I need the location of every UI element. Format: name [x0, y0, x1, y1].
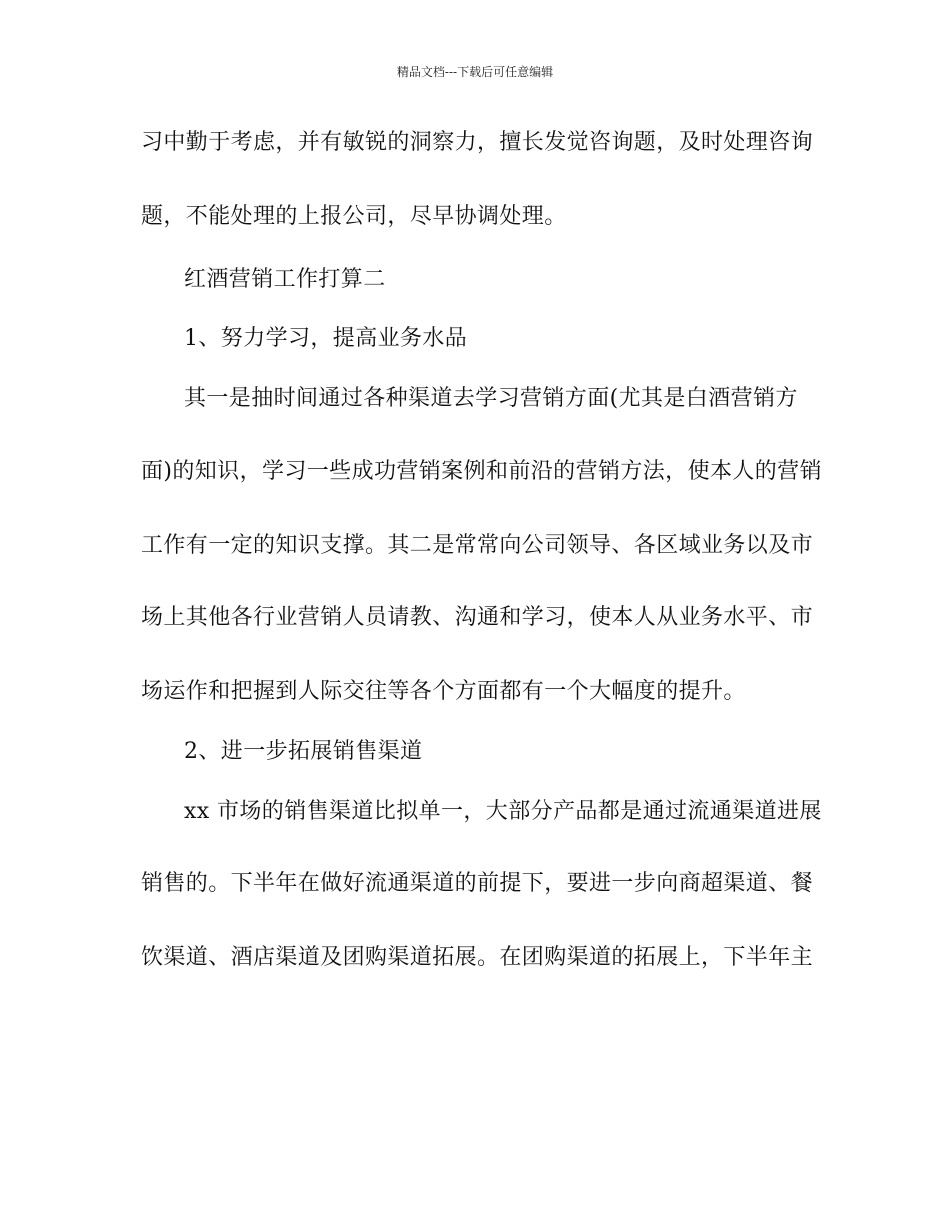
section-heading: 红酒营销工作打算二 — [184, 267, 386, 292]
body-text-line: 场上其他各行业营销人员请教、沟通和学习，使本人从业务水平、市 — [141, 605, 814, 630]
body-text-line: xx 市场的销售渠道比拟单一，大部分产品都是通过流通渠道进展 — [184, 799, 822, 824]
body-text-line: 题，不能处理的上报公司，尽早协调处理。 — [141, 204, 567, 229]
body-text-line: 工作有一定的知识支撑。其二是常常向公司领导、各区域业务以及市 — [141, 533, 814, 558]
body-text-line: 销售的。下半年在做好流通渠道的前提下，要进一步向商超渠道、餐 — [141, 871, 814, 896]
body-text-line: 习中勤于考虑，并有敏锐的洞察力，擅长发觉咨询题，及时处理咨询 — [141, 130, 814, 155]
body-text-line: 场运作和把握到人际交往等各个方面都有一个大幅度的提升。 — [141, 679, 746, 704]
body-text-line: 饮渠道、酒店渠道及团购渠道拓展。在团购渠道的拓展上，下半年主 — [141, 945, 814, 970]
subsection-heading: 2、进一步拓展销售渠道 — [184, 739, 423, 764]
body-text-line: 面)的知识，学习一些成功营销案例和前沿的营销方法，使本人的营销 — [141, 459, 822, 484]
page-header: 精品文档---下载后可任意编辑 — [396, 65, 554, 79]
subsection-heading: 1、努力学习，提高业务水品 — [184, 326, 468, 351]
body-text-line: 其一是抽时间通过各种渠道去学习营销方面(尤其是白酒营销方 — [184, 386, 798, 411]
